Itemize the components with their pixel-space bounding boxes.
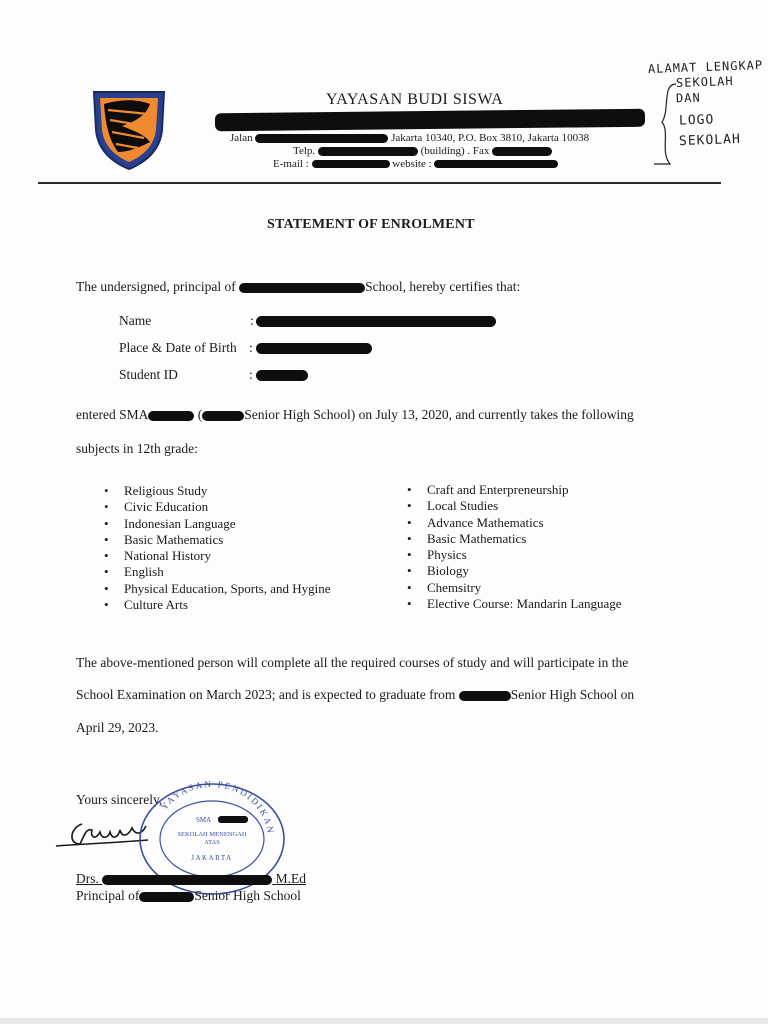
redacted-school-name <box>215 109 645 132</box>
address-line-2 <box>293 145 552 157</box>
address-line-1 <box>230 132 589 144</box>
field-name-label: Name <box>119 313 152 328</box>
subject-item: • Culture Arts <box>104 597 331 613</box>
redacted-email <box>312 160 390 168</box>
field-name-separator: : <box>250 313 254 328</box>
subject-item: • Religious Study <box>104 483 331 499</box>
redacted-sma-name <box>148 411 194 421</box>
redacted-school-name-2 <box>202 411 244 421</box>
foundation-name: YAYASAN BUDI SISWA <box>326 91 504 108</box>
website-label: website : <box>392 158 432 170</box>
entered-line <box>76 407 634 423</box>
document-title: STATEMENT OF ENROLMENT <box>267 217 475 232</box>
redacted-address-street <box>255 134 388 143</box>
intro-line <box>76 279 520 295</box>
redacted-school <box>239 283 365 293</box>
intro-text-before: The undersigned, principal of <box>76 279 236 294</box>
field-studentid-separator: : <box>249 367 253 382</box>
subject-item: • Biology <box>407 563 622 579</box>
subject-item: • Physical Education, Sports, and Hygine <box>104 581 331 597</box>
subjects-intro: subjects in 12th grade: <box>76 441 198 456</box>
completion-line-1: The above-mentioned person will complete all the required courses of study and will participate in the <box>76 655 629 670</box>
stamp-inner-top: SMA <box>196 816 212 824</box>
redacted-fax <box>492 147 552 156</box>
handwritten-note-line-2: SEKOLAH <box>675 73 734 91</box>
redacted-signatory-school <box>139 892 194 902</box>
school-logo-shield-icon <box>88 86 170 172</box>
stamp-inner-bottom: JAKARTA <box>191 854 233 862</box>
completion-text-2: Senior High School on <box>510 687 635 702</box>
stamp-inner-mid-1: SEKOLAH MENENGAH <box>177 831 247 838</box>
subject-item: • Indonesian Language <box>104 516 331 532</box>
completion-line-2 <box>76 687 634 703</box>
entered-text-2: ( <box>197 407 203 422</box>
signatory-suffix: M.Ed <box>275 871 306 886</box>
stamp-outer-text: YAYASAN PENDIDIKAN <box>158 780 276 836</box>
completion-text-1: School Examination on March 2023; and is expected to graduate from <box>76 687 456 702</box>
subject-item: • Basic Mathematics <box>407 531 622 547</box>
subject-item: • Advance Mathematics <box>407 515 622 531</box>
redacted-birth <box>256 343 372 354</box>
handwritten-bracket <box>648 80 682 170</box>
fax-label: (building) . Fax <box>420 145 490 157</box>
redacted-stamp-name <box>218 816 248 823</box>
letterhead-divider <box>38 182 721 184</box>
subject-item: • Civic Education <box>104 499 331 515</box>
handwritten-note-line-1: ALAMAT LENGKAP <box>647 57 764 77</box>
address-postbox: Jakarta 10340, P.O. Box 3810, Jakarta 10038 <box>391 132 590 144</box>
redacted-signatory-name <box>102 875 272 885</box>
handwritten-note-line-5: SEKOLAH <box>678 131 742 150</box>
stamp-inner-mid-2: ATAS <box>204 839 220 846</box>
field-birth-separator: : <box>249 340 253 355</box>
phone-label: Telp. <box>293 145 316 157</box>
subject-item: • Local Studies <box>407 498 622 514</box>
signatory-prefix: Drs. <box>76 871 99 886</box>
redacted-school-name-3 <box>459 691 511 701</box>
signatory-name <box>76 871 306 887</box>
entered-text-1: entered SMA <box>76 407 149 422</box>
subject-item: • English <box>104 564 331 580</box>
handwritten-note-line-3: DAN <box>675 90 701 106</box>
subjects-list-left <box>104 483 331 613</box>
redacted-website <box>434 160 558 168</box>
subject-item: • Craft and Enterpreneurship <box>407 482 622 498</box>
address-line-3 <box>273 158 558 170</box>
subject-item: • National History <box>104 548 331 564</box>
field-studentid-label: Student ID <box>119 367 178 382</box>
redacted-student-id <box>256 370 308 381</box>
redacted-phone <box>318 147 418 156</box>
handwritten-note-line-4: LOGO <box>678 112 715 129</box>
redacted-student-name <box>256 316 496 327</box>
entered-text-3: Senior High School) on July 13, 2020, and currently takes the following <box>244 407 634 422</box>
field-birth-label: Place & Date of Birth <box>119 340 237 355</box>
signatory-title <box>76 888 301 904</box>
subject-item: • Basic Mathematics <box>104 532 331 548</box>
completion-line-3: April 29, 2023. <box>76 720 159 735</box>
email-label: E-mail : <box>273 158 309 170</box>
svg-text:YAYASAN PENDIDIKAN <box>159 780 276 835</box>
subject-item: • Physics <box>407 547 622 563</box>
subject-item: • Elective Course: Mandarin Language <box>407 596 622 612</box>
scan-bottom-edge <box>0 1018 768 1024</box>
closing: Yours sincerely, <box>76 792 163 807</box>
signatory-title-suffix: Senior High School <box>194 888 301 903</box>
subjects-list-right <box>407 482 622 612</box>
subject-item: • Chemsitry <box>407 580 622 596</box>
address-prefix: Jalan <box>230 132 253 144</box>
signatory-title-prefix: Principal of <box>76 888 140 903</box>
intro-text-after: School, hereby certifies that: <box>365 279 521 294</box>
